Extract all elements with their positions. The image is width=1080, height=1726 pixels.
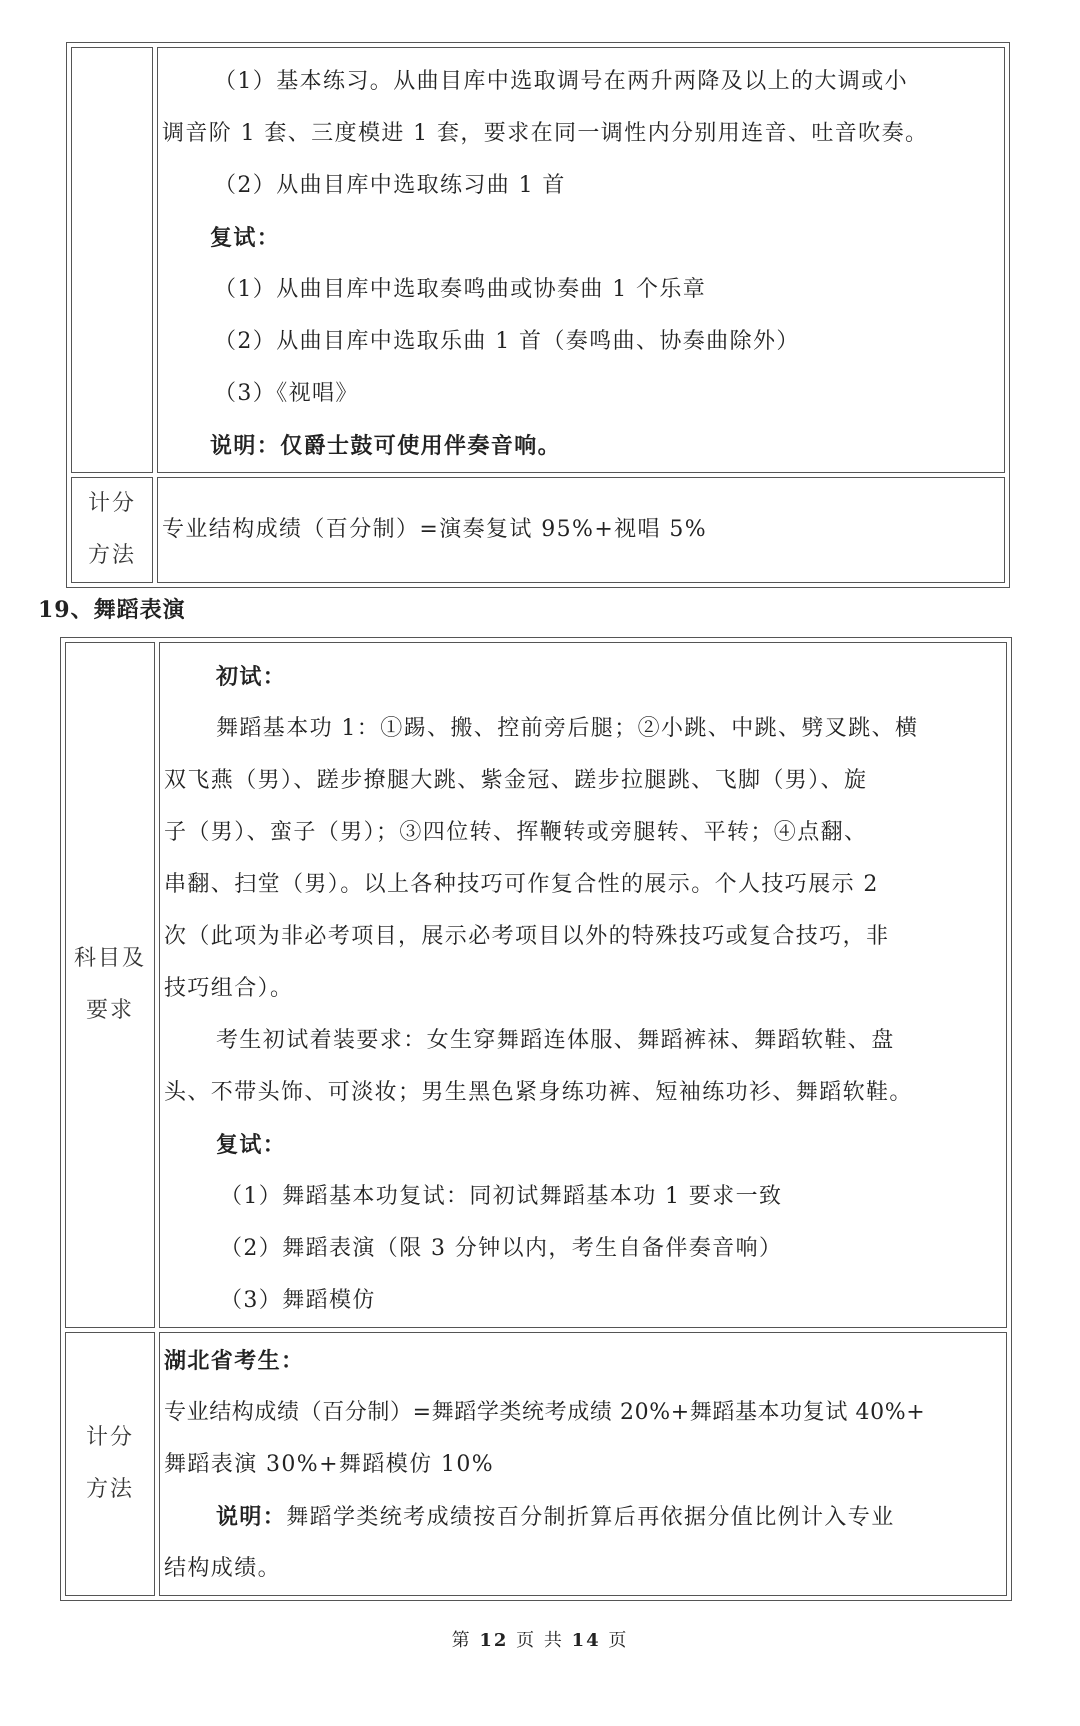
requirements-row bbox=[71, 47, 1005, 473]
page-footer bbox=[0, 1626, 1080, 1652]
scoring-formula: 专业结构成绩（百分制）=演奏复试 95%+视唱 5% bbox=[162, 517, 708, 542]
scoring-row bbox=[65, 1332, 1007, 1596]
content-line: 子（男）、蛮子（男）；③四位转、挥鞭转或旁腿转、平转；④点翻、 bbox=[164, 820, 868, 845]
requirements-label-cell bbox=[71, 47, 153, 473]
current-page-number: 12 bbox=[479, 1630, 509, 1651]
scoring-label-line: 计分 bbox=[87, 491, 136, 516]
scoring-note-text: 说明：舞蹈学类统考成绩按百分制折算后再依据分值比例计入专业 bbox=[216, 1504, 895, 1530]
retest-heading: 复试： bbox=[210, 225, 281, 251]
scoring-content-cell bbox=[159, 1332, 1007, 1596]
total-page-number: 14 bbox=[571, 1630, 601, 1651]
content-line: （2）从曲目库中选取练习曲 1 首 bbox=[214, 173, 566, 198]
content-line: 头、不带头饰、可淡妆；男生黑色紧身练功裤、短袖练功衫、舞蹈软鞋。 bbox=[164, 1080, 913, 1105]
requirements-row bbox=[65, 642, 1007, 1328]
requirements-label-line: 要求 bbox=[85, 998, 134, 1023]
scoring-label-cell bbox=[71, 477, 153, 583]
content-line: 技巧组合）。 bbox=[164, 976, 294, 1001]
music-requirements-table bbox=[66, 42, 1010, 588]
scoring-note bbox=[164, 1491, 1004, 1543]
scoring-label-line: 计分 bbox=[85, 1425, 134, 1450]
content-line: （1）基本练习。从曲目库中选取调号在两升两降及以上的大调或小 bbox=[214, 69, 908, 94]
content-line: （1）舞蹈基本功复试：同初试舞蹈基本功 1 要求一致 bbox=[220, 1184, 783, 1209]
content-line: （3）舞蹈模仿 bbox=[220, 1288, 376, 1313]
content-line: （2）从曲目库中选取乐曲 1 首（奏鸣曲、协奏曲除外） bbox=[214, 329, 800, 354]
hubei-heading: 湖北省考生： bbox=[164, 1348, 305, 1374]
scoring-note: 结构成绩。 bbox=[164, 1556, 282, 1581]
scoring-formula: 专业结构成绩（百分制）=舞蹈学类统考成绩 20%+舞蹈基本功复试 40%+ bbox=[164, 1400, 926, 1425]
content-line: （2）舞蹈表演（限 3 分钟以内，考生自备伴奏音响） bbox=[220, 1236, 783, 1261]
scoring-label-cell bbox=[65, 1332, 155, 1596]
preliminary-heading: 初试： bbox=[216, 664, 287, 690]
requirements-content-cell bbox=[159, 642, 1007, 1328]
retest-heading: 复试： bbox=[216, 1132, 287, 1158]
footer-middle: 页 共 bbox=[516, 1630, 564, 1651]
requirements-label-line: 科目及 bbox=[73, 946, 146, 971]
requirements-label-cell bbox=[65, 642, 155, 1328]
scoring-content-cell bbox=[157, 477, 1005, 583]
dance-requirements-table bbox=[60, 637, 1012, 1601]
scoring-formula: 舞蹈表演 30%+舞蹈模仿 10% bbox=[164, 1452, 495, 1477]
footer-suffix: 页 bbox=[608, 1630, 629, 1651]
scoring-label-line: 方法 bbox=[87, 543, 136, 568]
content-line: 串翻、扫堂（男）。以上各种技巧可作复合性的展示。个人技巧展示 2 bbox=[164, 872, 879, 897]
content-line: （1）从曲目库中选取奏鸣曲或协奏曲 1 个乐章 bbox=[214, 277, 707, 302]
content-line: （3）《视唱》 bbox=[214, 381, 359, 406]
content-line: 考生初试着装要求：女生穿舞蹈连体服、舞蹈裤袜、舞蹈软鞋、盘 bbox=[216, 1028, 895, 1053]
content-line: 双飞燕（男）、蹉步撩腿大跳、紫金冠、蹉步拉腿跳、飞脚（男）、旋 bbox=[164, 768, 868, 793]
requirements-content-cell bbox=[157, 47, 1005, 473]
content-line: 次（此项为非必考项目，展示必考项目以外的特殊技巧或复合技巧，非 bbox=[164, 924, 890, 949]
footer-prefix: 第 bbox=[451, 1630, 472, 1651]
content-line: 调音阶 1 套、三度模进 1 套，要求在同一调性内分别用连音、吐音吹奏。 bbox=[162, 121, 929, 146]
note-line: 说明：仅爵士鼓可使用伴奏音响。 bbox=[210, 433, 562, 459]
scoring-label-line: 方法 bbox=[85, 1477, 134, 1502]
scoring-row bbox=[71, 477, 1005, 583]
section-heading: 19、舞蹈表演 bbox=[38, 597, 186, 623]
content-line: 舞蹈基本功 1：①踢、搬、控前旁后腿；②小跳、中跳、劈叉跳、横 bbox=[216, 716, 919, 741]
